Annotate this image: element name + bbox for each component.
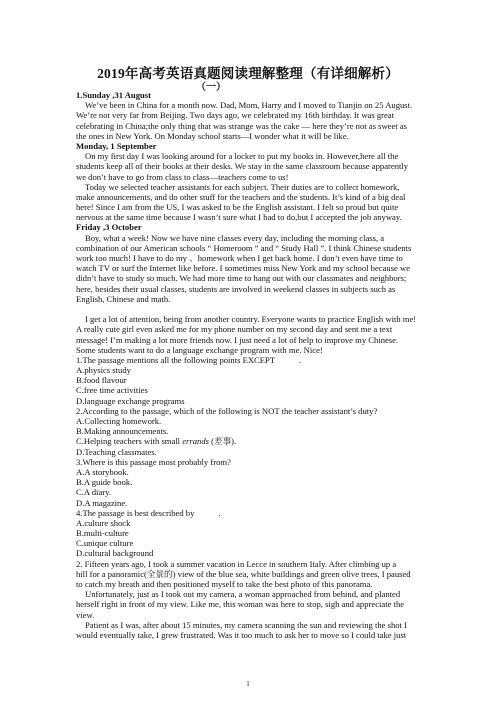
paragraph-line: Some students want to do a language exchange program with me. Nice! [76, 344, 323, 355]
paragraph-line: Boy, what a week! Now we have nine classes every day, including the morning class, a [85, 232, 385, 243]
paragraph-line: make announcements, and do other stuff for the teachers and the students. It’s kind of a big deal [76, 191, 406, 202]
page-title: 2019年高考英语真题阅读理解整理（有详细解析） [97, 66, 399, 81]
paragraph-line: Patient as I was, after about 15 minutes, my camera scanning the sun and reviewing the shot I [85, 619, 407, 630]
answer-option: D.Teaching classmates. [76, 446, 157, 457]
answer-option: A.physics study [76, 365, 131, 376]
answer-option: B.multi-culture [76, 528, 129, 539]
answer-option: A.culture shock [76, 517, 131, 528]
section-number: （一） [196, 82, 226, 93]
answer-option: B.A guide book. [76, 477, 133, 488]
answer-option: D.A magazine. [76, 497, 128, 508]
paragraph-line: students keep all of their books at their desks. We stay in the same classroom because apparently [76, 161, 409, 172]
answer-option: B.food flavour [76, 375, 127, 386]
paragraph-line: A really cute girl even asked me for my phone number on my second day and sent me a text [76, 324, 393, 335]
paragraph-line: to catch my breath and then positioned myself to take the best photo of this panorama. [76, 579, 373, 589]
answer-option: A.Collecting homework. [76, 416, 162, 426]
paragraph-line: didn’t have to study so much. We had more time to hang out with our classmates and neighbors; [76, 273, 407, 284]
answer-option: C.Helping teachers with small errands (差事). [76, 436, 237, 447]
paragraph-line: watch TV or surf the Internet like before. I sometimes miss New York and my school because we [76, 263, 411, 274]
answer-option: D.cultural background [76, 548, 154, 559]
paragraph-line: We’re not very far from Beijing. Two days ago, we celebrated my 16th birthday. It was great [76, 110, 395, 121]
paragraph-line: English, Chinese and math. [76, 293, 171, 304]
paragraph-line: hill for a panoramic(全景的) view of the blue sea, white buildings and green olive trees, I paused [76, 568, 411, 579]
paragraph-line: we don’t have to go from class to class—teachers come to us! [76, 171, 289, 182]
answer-option: C.unique culture [76, 538, 134, 549]
answer-option: C.A diary. [76, 487, 112, 498]
diary-heading: 1.Sunday ,31 August [76, 90, 151, 100]
paragraph-line: here! Since I am from the US, I was asked to be the English assistant. I felt so proud but quite [76, 202, 399, 213]
paragraph-line: view. [76, 609, 95, 620]
diary-heading: Friday ,3 October [76, 222, 142, 233]
page-number: 1 [246, 680, 250, 688]
answer-option: D.language exchange programs [76, 395, 185, 406]
diary-heading: Monday, 1 September [76, 140, 157, 151]
answer-option: C.free time activities [76, 385, 148, 396]
paragraph-line: 2. Fifteen years ago, I took a summer vacation in Lecce in southern Italy. After climbing up a [76, 558, 397, 569]
paragraph-line: Today we selected teacher assistants for each subject. Their duties are to collect homework, [85, 181, 400, 192]
question-stem: 4.The passage is best described by . [76, 507, 221, 518]
paragraph-line: here, besides their usual classes, students are involved in weekend classes in subjects such as [76, 283, 396, 294]
paragraph-line: I get a lot of attention, being from another country. Everyone wants to practice English with me! [85, 314, 417, 325]
question-stem: 1.The passage mentions all the following points EXCEPT . [76, 354, 302, 365]
paragraph-line: nervous at the same time because I wasn’t sure what I had to do,but I accepted the job anyway. [76, 212, 402, 223]
document-body [76, 90, 428, 640]
paragraph-line: On my first day I was looking around for a locker to put my books in. However,here all the [85, 151, 399, 162]
answer-option: B.Making announcements. [76, 426, 169, 437]
question-stem: 3.Where is this passage most probably from? [76, 456, 231, 467]
paragraph-line: herself right in front of my view. Like me, this woman was here to stop, sigh and appreciate the [76, 599, 405, 610]
paragraph-line: message! I’m making a lot more friends now. I just need a lot of help to improve my Chinese. [76, 334, 399, 345]
paragraph-line: work too much! I have to do my 、homework when I get back home. I don’t even have time to [76, 253, 403, 263]
paragraph-line: combination of our American schools “ Homeroom ” and “ Study Hall ”. I think Chinese students [76, 242, 412, 253]
paragraph-line: the ones in New York. On Monday school starts—I wonder what it will be like. [76, 130, 349, 141]
question-stem: 2.According to the passage, which of the following is NOT the teacher assistant’s duty? [76, 405, 378, 416]
answer-option: A.A storybook. [76, 466, 129, 477]
paragraph-line: celebrating in China;the only thing that was strange was the cake — here they’re not as sweet as [76, 120, 407, 131]
paragraph-line: Unfortunately, just as I took out my camera, a woman approached from behind, and planted [85, 589, 401, 600]
paragraph-line: We’ve been in China for a month now. Dad, Mom, Harry and I moved to Tianjin on 25 August. [85, 100, 413, 111]
paragraph-line: would eventually take, I grew frustrated. Was it too much to ask her to move so I could take just [76, 629, 407, 640]
paragraph-line [76, 304, 428, 314]
